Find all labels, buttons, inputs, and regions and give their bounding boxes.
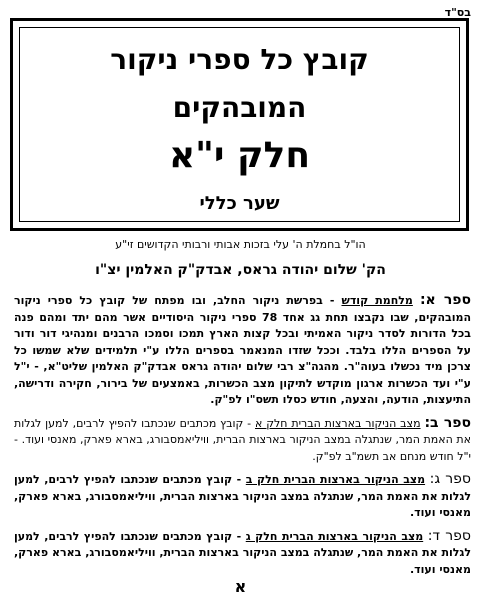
title-frame	[10, 18, 469, 231]
entry-label: ספר ג:	[429, 471, 471, 487]
title-line-1: קובץ כל ספרי ניקור	[110, 43, 369, 76]
entry-title: מלחמת קודש	[341, 294, 413, 307]
title-line-2: המובהקים	[172, 91, 307, 124]
entries-list	[14, 292, 471, 584]
page-number: א	[234, 577, 247, 596]
title-line-3: חלק י"א	[168, 135, 311, 176]
entry-label: ספר א:	[419, 292, 471, 308]
entry-3	[14, 471, 471, 522]
entry-4	[14, 528, 471, 579]
title-line-4: שער כללי	[199, 193, 280, 214]
entry-label: ספר ד:	[427, 527, 471, 544]
entry-text: - בפרשת ניקור החלב, ובו מפתח של קובץ כל ספרי ניקור המובהקים, שבו נקבצו תחת גג אחד 78 ספרי ניקור היסודיים אשר מהם יתד ומהם פנה בכל הדורות לסדר ניקור האמיתי ובכל קצות הארץ תמכו וסמכו הרבנים ומנהיגי דור ודור על הספרים הללו בלבד. וככל שזדו המנאמר בספרים הללו ע"י תלמידים שלא שמשו כל צרכן מיד נכשלו בעוה"ר. מהגה"צ רבי שלום יהודה גראס אבדק"ק האלמין שליט"א, - י"ל ע"י ועד הכשרות ארגון מוקדש לתיקון מצב הכשרות, באמצעים של בירור, חקירה ודרישה, התיעצות, הודעה, והצעה, חודש כסלו תשס"ו לפ"ק.	[14, 294, 472, 406]
entry-text: - קובץ מכתבים שנכתבו להפיץ לרבים, למען לגלות את האמת המר, שנתגלה במצב הניקור בארצות הברית, וויליאמסבורג, בארא פארק, מאנסי ועוד.	[14, 529, 471, 576]
entry-title: מצב הניקור בארצות הברית חלק ג	[245, 529, 424, 543]
entry-label: ספר ב:	[424, 414, 471, 431]
entry-title: מצב הניקור בארצות הברית חלק ב	[245, 473, 426, 486]
entry-2	[14, 415, 471, 466]
entry-title: מצב הניקור בארצות הברית חלק א	[255, 416, 421, 430]
entry-text: - קובץ מכתבים שנכתבו להפיץ לרבים, למען לגלות את האמת המר, שנתגלה במצב הניקור בארצות הברית, וויליאמסבורג, בארא פארק, מאנסי ועוד.	[14, 473, 471, 519]
author-line: הק' שלום יהודה גראס, אבדק"ק האלמין יצ"ו	[95, 262, 386, 278]
dedication: הו"ל בחמלת ה' עלי בזכות אבותי ורבותי הקדושים זי"ע	[115, 238, 366, 251]
entry-text: - קובץ מכתבים שנכתבו להפיץ לרבים, למען לגלות את האמת המר, שנתגלה במצב הניקור בארצות הברית, וויליאמסבורג, בארא פארק, מאנסי ועוד. - י"ל חודש מנחם אב תשמ"ב לפ"ק.	[14, 416, 471, 463]
entry-1	[14, 292, 471, 409]
header-mark: בס"ד	[444, 6, 471, 19]
